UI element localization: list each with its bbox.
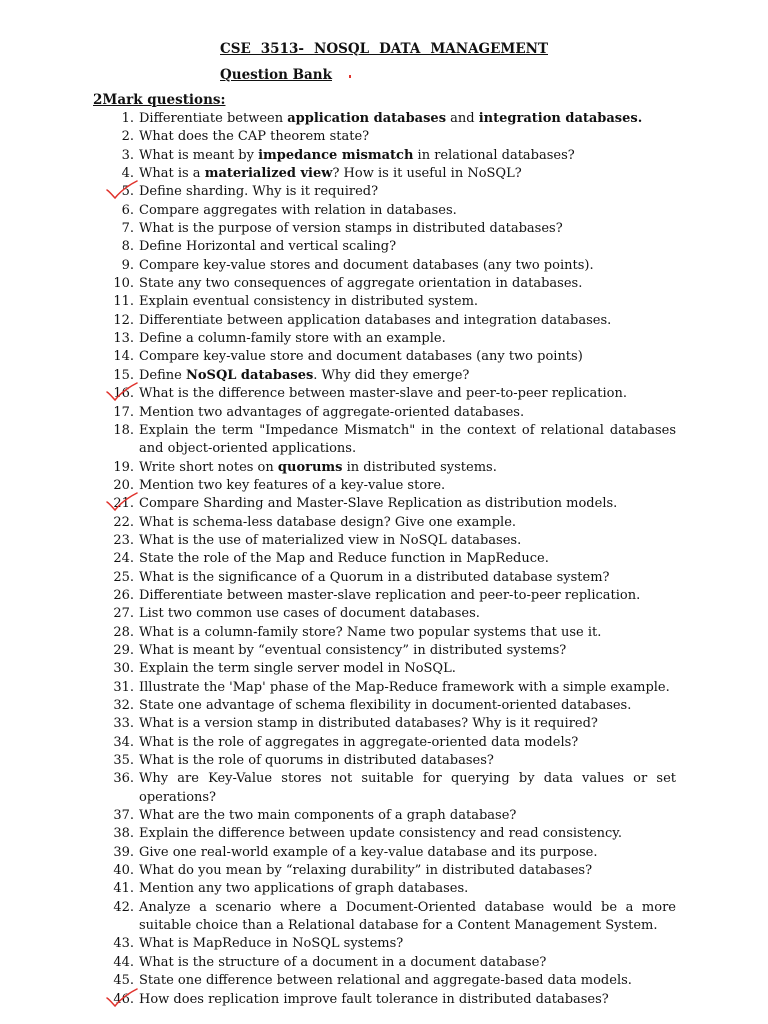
question-number: 26. [113, 587, 134, 603]
question-item [0, 660, 676, 678]
question-text-part: Define [139, 367, 186, 383]
question-number: 36. [113, 771, 134, 787]
question-item [0, 422, 676, 459]
question-text-part: Illustrate the 'Map' phase of the Map-Reduce framework with a simple example. [139, 679, 670, 695]
question-text [139, 477, 676, 495]
question-item [0, 367, 676, 385]
question-number: 41. [113, 881, 134, 897]
question-text-part: Explain the difference between update consistency and read consistency. [139, 826, 623, 842]
question-number: 33. [113, 716, 134, 732]
question-text-part: What is the role of aggregates in aggregate-oriented data models? [139, 734, 579, 750]
question-number: 6. [121, 202, 134, 218]
question-item [0, 862, 676, 880]
question-item [0, 642, 676, 660]
question-number: 12. [113, 312, 134, 328]
question-text [139, 972, 676, 990]
question-text-part: Analyze a scenario where a Document-Oriented database would be a more suitable choice than a Relational database for a Content Management System. [139, 899, 676, 934]
question-number: 25. [113, 569, 134, 585]
question-text [139, 238, 676, 256]
question-number: 39. [113, 844, 134, 860]
question-text [139, 991, 676, 1009]
question-item [0, 752, 676, 770]
question-text-part: Differentiate between [139, 111, 288, 126]
question-item [0, 991, 676, 1009]
question-text-part: Give one real-world example of a key-value database and its purpose. [139, 844, 598, 860]
question-item [0, 880, 676, 898]
question-text-part: . Why did they emerge? [313, 367, 470, 383]
question-text [139, 679, 676, 697]
question-item [0, 715, 676, 733]
question-text-part: What is the use of materialized view in NoSQL databases. [139, 532, 522, 548]
question-text-part: What is a [139, 166, 205, 182]
red-mark-dot [349, 75, 351, 78]
question-text [139, 752, 676, 770]
question-text-part: State the role of the Map and Reduce function in MapReduce. [139, 551, 549, 567]
question-text [139, 183, 676, 201]
question-text [139, 807, 676, 825]
question-text-part: Why are Key-Value stores not suitable for querying by data values or set operations? [139, 771, 676, 805]
question-text [139, 880, 676, 898]
question-item [0, 844, 676, 862]
question-text [139, 825, 676, 843]
question-text [139, 899, 676, 936]
question-text-part: Explain the term single server model in NoSQL. [139, 661, 456, 677]
question-text-part: Compare aggregates with relation in databases. [139, 202, 457, 218]
question-item [0, 110, 676, 128]
question-item [0, 220, 676, 238]
question-text-part: List two common use cases of document databases. [139, 606, 480, 622]
question-text-bold: materialized view [204, 166, 333, 182]
question-number: 29. [113, 642, 134, 658]
question-text-part: Differentiate between master-slave replication and peer-to-peer replication. [139, 587, 641, 603]
question-text-part: Define sharding. Why is it required? [139, 184, 379, 200]
question-item [0, 624, 676, 642]
question-number: 7. [121, 221, 134, 237]
question-item [0, 404, 676, 422]
question-text [139, 385, 676, 403]
question-text [139, 734, 676, 752]
question-item [0, 697, 676, 715]
document-subtitle: Question Bank [220, 67, 332, 83]
question-number: 37. [113, 808, 134, 824]
question-item [0, 257, 676, 275]
question-text-part: What does the CAP theorem state? [139, 129, 370, 145]
question-number: 42. [113, 899, 134, 915]
question-text [139, 642, 676, 660]
question-text [139, 422, 676, 459]
question-text [139, 220, 676, 238]
question-text-part: Explain eventual consistency in distributed system. [139, 294, 479, 310]
question-item [0, 312, 676, 330]
question-number: 44. [113, 954, 134, 970]
question-text-part: Write short notes on [139, 459, 278, 475]
question-text [139, 660, 676, 678]
question-item [0, 972, 676, 990]
question-item [0, 330, 676, 348]
question-item [0, 807, 676, 825]
question-text-bold: application databases [287, 111, 447, 126]
question-text-part: State any two consequences of aggregate orientation in databases. [139, 276, 583, 292]
question-item [0, 202, 676, 220]
question-text-part: What is the structure of a document in a document database? [139, 954, 547, 970]
question-text [139, 569, 676, 587]
question-text [139, 514, 676, 532]
question-item [0, 532, 676, 550]
question-text-part: Define Horizontal and vertical scaling? [139, 239, 397, 255]
question-text-part: Mention any two applications of graph databases. [139, 881, 469, 897]
question-number: 23. [113, 532, 134, 548]
question-number: 22. [113, 514, 134, 530]
section-heading: 2Mark questions: [93, 92, 226, 108]
question-item [0, 238, 676, 256]
question-text-part: Define a column-family store with an example. [139, 331, 446, 347]
question-text [139, 257, 676, 275]
question-item [0, 477, 676, 495]
question-text-part: Mention two advantages of aggregate-oriented databases. [139, 404, 525, 420]
question-text-part: What are the two main components of a graph database? [139, 808, 517, 824]
question-number: 43. [113, 936, 134, 952]
question-text-part: What do you mean by “relaxing durability” in distributed databases? [139, 863, 593, 879]
question-number: 40. [113, 863, 134, 879]
question-text-part: What is MapReduce in NoSQL systems? [139, 936, 404, 952]
question-text [139, 165, 676, 183]
question-text [139, 935, 676, 953]
question-text-part: ? How is it useful in NoSQL? [332, 166, 522, 182]
question-number: 11. [113, 294, 134, 310]
document-title: CSE 3513- NOSQL DATA MANAGEMENT [220, 41, 548, 57]
question-number: 34. [113, 734, 134, 750]
question-text [139, 348, 676, 366]
question-text-part: What is the difference between master-slave and peer-to-peer replication. [139, 386, 627, 402]
question-text [139, 110, 676, 128]
question-number: 9. [121, 257, 134, 273]
question-text-part: Differentiate between application databases and integration databases. [139, 312, 612, 328]
question-number: 15. [113, 367, 134, 383]
question-number: 8. [121, 239, 134, 255]
question-text-part: How does replication improve fault tolerance in distributed databases? [139, 991, 609, 1007]
question-item [0, 605, 676, 623]
question-list [0, 110, 768, 1009]
question-text [139, 404, 676, 422]
question-text-part: What is the purpose of version stamps in distributed databases? [139, 221, 563, 237]
question-item [0, 183, 676, 201]
question-number: 30. [113, 661, 134, 677]
question-text [139, 587, 676, 605]
question-item [0, 385, 676, 403]
question-text-part: in relational databases? [413, 147, 575, 163]
question-text-part: Compare key-value store and document databases (any two points) [139, 349, 583, 365]
question-text [139, 954, 676, 972]
question-text-part: What is meant by “eventual consistency” in distributed systems? [139, 642, 567, 658]
question-item [0, 293, 676, 311]
question-text [139, 770, 676, 807]
question-text-part: State one advantage of schema flexibility in document-oriented databases. [139, 698, 632, 713]
question-text [139, 844, 676, 862]
question-text-part: and [446, 111, 479, 126]
question-number: 2. [121, 129, 134, 145]
question-text-part: What is a version stamp in distributed databases? Why is it required? [139, 716, 598, 732]
question-number: 3. [121, 147, 134, 163]
question-item [0, 734, 676, 752]
question-item [0, 899, 676, 936]
question-text [139, 147, 676, 165]
question-number: 14. [113, 349, 134, 365]
question-item [0, 954, 676, 972]
question-text-part: What is the significance of a Quorum in a distributed database system? [139, 569, 610, 585]
question-text [139, 367, 676, 385]
question-text-bold: NoSQL databases [186, 367, 314, 383]
question-text [139, 550, 676, 568]
question-text [139, 715, 676, 733]
question-number: 5. [121, 184, 134, 200]
question-item [0, 569, 676, 587]
question-text-part: What is the role of quorums in distributed databases? [139, 753, 494, 769]
question-text [139, 697, 676, 715]
question-number: 45. [113, 973, 134, 989]
question-text-part: Mention two key features of a key-value store. [139, 477, 446, 493]
question-number: 16. [113, 386, 134, 402]
question-number: 13. [113, 331, 134, 347]
question-number: 35. [113, 753, 134, 769]
question-text [139, 312, 676, 330]
question-text [139, 532, 676, 550]
question-text-part: Compare Sharding and Master-Slave Replication as distribution models. [139, 496, 618, 512]
question-number: 28. [113, 624, 134, 640]
question-text [139, 293, 676, 311]
question-item [0, 459, 676, 477]
question-number: 1. [121, 111, 134, 126]
question-text-bold: impedance mismatch [258, 147, 414, 163]
question-item [0, 514, 676, 532]
question-text-part: Compare key-value stores and document databases (any two points). [139, 257, 594, 273]
question-number: 10. [113, 276, 134, 292]
question-text [139, 495, 676, 513]
question-text-part: What is schema-less database design? Give one example. [139, 514, 517, 530]
question-number: 20. [113, 477, 134, 493]
question-text-part: What is meant by [139, 147, 259, 163]
question-item [0, 147, 676, 165]
question-item [0, 935, 676, 953]
question-number: 27. [113, 606, 134, 622]
question-item [0, 679, 676, 697]
question-item [0, 275, 676, 293]
question-item [0, 128, 676, 146]
question-number: 46. [113, 991, 134, 1007]
question-number: 38. [113, 826, 134, 842]
question-text [139, 275, 676, 293]
question-text-part: State one difference between relational and aggregate-based data models. [139, 973, 632, 989]
question-item [0, 770, 676, 807]
question-number: 19. [113, 459, 134, 475]
question-item [0, 587, 676, 605]
question-text [139, 202, 676, 220]
question-item [0, 348, 676, 366]
question-text [139, 624, 676, 642]
question-number: 18. [113, 422, 134, 438]
question-number: 31. [113, 679, 134, 695]
question-text-bold: integration databases. [478, 111, 643, 126]
question-item [0, 550, 676, 568]
question-item [0, 495, 676, 513]
question-text-part: in distributed systems. [342, 459, 497, 475]
question-number: 21. [113, 496, 134, 512]
question-text [139, 330, 676, 348]
question-number: 24. [113, 551, 134, 567]
question-item [0, 825, 676, 843]
question-number: 17. [113, 404, 134, 420]
question-text-part: Explain the term "Impedance Mismatch" in the context of relational databases and object-oriented applications. [139, 422, 676, 457]
question-text [139, 605, 676, 623]
question-item [0, 165, 676, 183]
question-text [139, 862, 676, 880]
question-text-bold: quorums [277, 459, 343, 475]
question-text [139, 459, 676, 477]
question-number: 32. [113, 698, 134, 713]
question-number: 4. [121, 166, 134, 182]
question-text [139, 128, 676, 146]
question-text-part: What is a column-family store? Name two popular systems that use it. [139, 624, 602, 640]
